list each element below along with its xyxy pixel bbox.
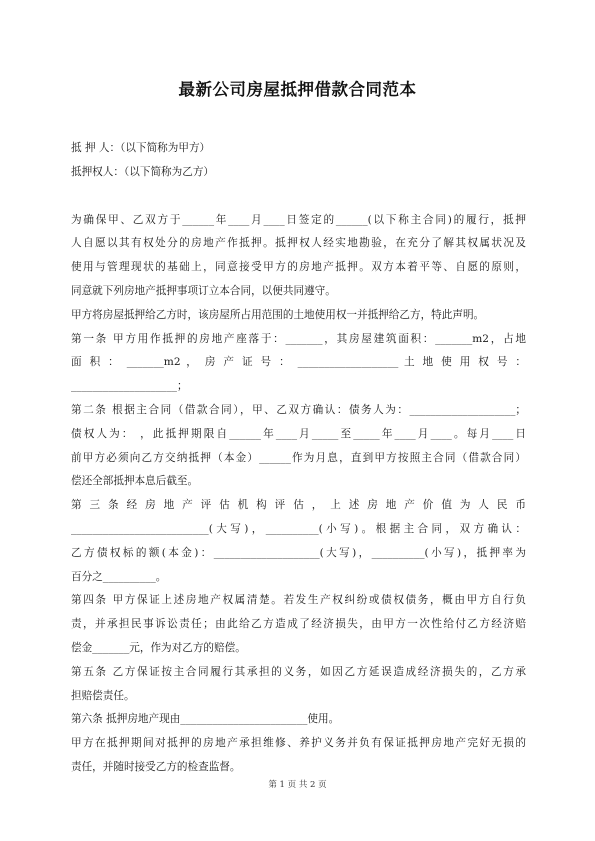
article-3-line-2: __________________________(大写)，__________(小写)。根据主合同，双方确认： xyxy=(71,522,526,535)
article-4-line-2: 责，并承担民事诉讼责任；由此给乙方造成了经济损失，由甲方一次性给付乙方经济赔 xyxy=(71,618,526,631)
document-title: 最新公司房屋抵押借款合同范本 xyxy=(178,80,417,99)
intro-line-2: 人自愿以其有权处分的房地产作抵押。抵押权人经实地勘验，在充分了解其权属状况及 xyxy=(71,237,526,250)
intro-line-1: 为确保甲、乙双方于______年____月____日签定的______(以下称主合同)的履行，抵押 xyxy=(71,213,526,226)
article-5-line-2: 担赔偿责任。 xyxy=(71,689,135,702)
intro-line-3: 使用与管理现状的基础上，同意接受甲方的房地产抵押。双方本着平等、自愿的原则， xyxy=(71,261,526,274)
article-4-line-1: 第四条 甲方保证上述房地产权属清楚。若发生产权纠纷或债权债务，概由甲方自行负 xyxy=(71,594,526,607)
article-2-line-2: 债权人为： ，此抵押期限自______年____月_____至_____年____月____。每月____日 xyxy=(71,427,526,440)
article-1-line-1: 第一条 甲方用作抵押的房地产座落于：_______，其房屋建筑面积：_______m2，占地 xyxy=(71,332,526,345)
party-pledgee: 抵押权人：（以下简称为乙方） xyxy=(71,165,215,178)
article-5-line-1: 第五条 乙方保证按主合同履行其承担的义务，如因乙方延误造成经济损失的，乙方承 xyxy=(71,665,526,678)
document-body xyxy=(71,137,526,780)
intro-line-4: 同意就下列房地产抵押事项订立本合同，以便共同遵守。 xyxy=(71,284,336,297)
article-6-line-1: 第六条 抵押房地产现由________________________使用。 xyxy=(71,713,340,726)
article-1-line-3: ____________________； xyxy=(71,380,188,393)
article-2-line-3: 前甲方必须向乙方交纳抵押（本金）______作为月息，直到甲方按照主合同（借款合同） xyxy=(71,451,526,464)
party-pledgor: 抵 押 人：（以下简称为甲方） xyxy=(71,142,211,154)
article-3-line-1: 第 三 条 经 房 地 产 评 估 机 构 评 估 ， 上 述 房 地 产 价 值 为 人 民 币 xyxy=(71,499,526,512)
article-4-line-3: 偿金_______元，作为对乙方的赔偿。 xyxy=(71,641,246,654)
article-6-line-3: 责任，并随时接受乙方的检查监督。 xyxy=(71,760,241,773)
article-3-line-4: 百分之__________。 xyxy=(71,570,167,583)
article-3-line-3: 乙方债权标的额(本金)：____________________(大写)，__________(小写)，抵押率为 xyxy=(71,546,526,559)
article-2-line-4: 偿还全部抵押本息后截至。 xyxy=(71,475,199,488)
article-6-line-2: 甲方在抵押期间对抵押的房地产承担维修、养护义务并负有保证抵押房地产完好无损的 xyxy=(71,737,526,750)
declaration-line: 甲方将房屋抵押给乙方时，该房屋所占用范围的土地使用权一并抵押给乙方，特此声明。 xyxy=(71,308,485,321)
page-number: 第 1 页 共 2 页 xyxy=(268,780,327,790)
article-2-line-1: 第二条 根据主合同（借款合同），甲、乙双方确认：债务人为：____________________； xyxy=(71,403,526,416)
article-1-line-2: 面 积 ： _______m2 ， 房 产 证 号 ： ___________________ 土 地 使 用 权 号 ： xyxy=(71,356,526,369)
